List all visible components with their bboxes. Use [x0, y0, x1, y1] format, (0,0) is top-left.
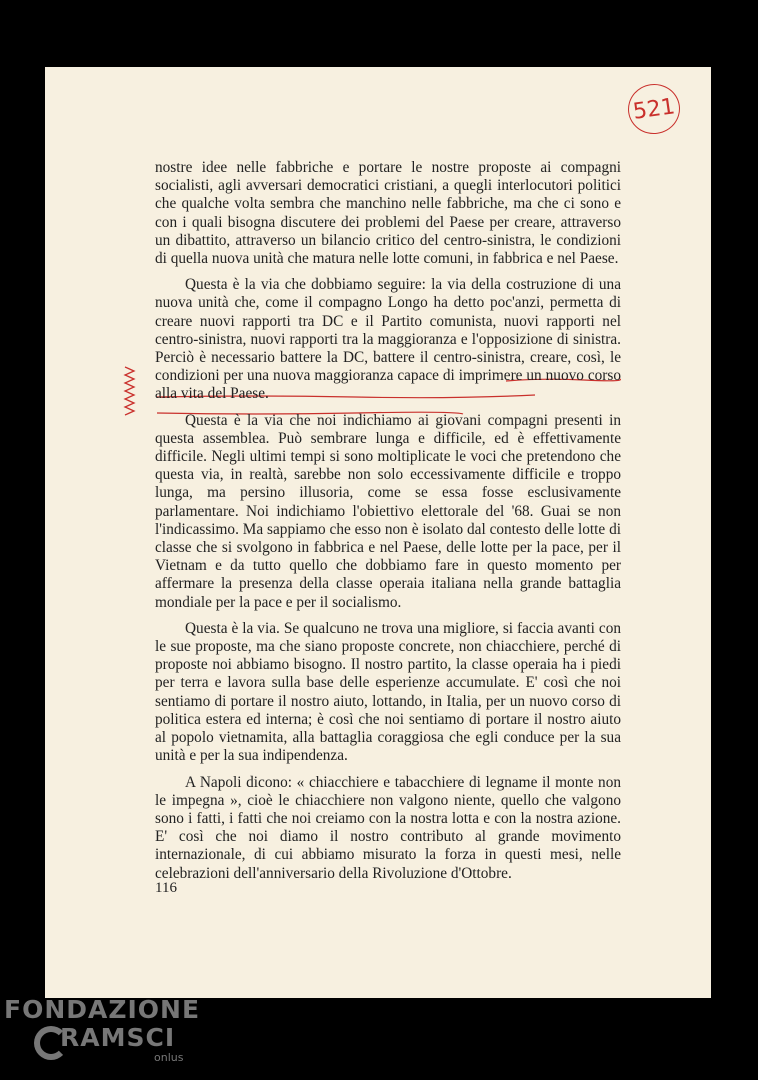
logo-g-icon	[34, 1026, 68, 1060]
margin-annotation-squiggle	[122, 365, 138, 419]
paragraph: nostre idee nelle fabbriche e portare le nostre proposte ai compagni socialisti, agli avversari democratici cristiani, a quegli interlocutori politici che qualche volta sembra che manchino nelle fabbriche, ma che ci sono e con i quali bisogna discutere dei problemi del Paese per creare, attraverso un dibattito, attraverso un bilancio critico del centro-sinistra, le condizioni di quella nuova unità che matura nelle lotte comuni, in fabbrica e nel Paese.	[155, 159, 621, 268]
fondazione-gramsci-logo	[4, 996, 200, 1064]
body-text	[155, 159, 621, 891]
scanned-page	[45, 67, 711, 998]
paragraph: A Napoli dicono: « chiacchiere e tabacchiere di legname il monte non le impegna », cioè le chiacchiere non valgono niente, quello che valgono sono i fatti, i fatti che noi creiamo con la nostra lotta e con la nostra azione. E' così che noi diamo il nostro contributo al grande movimento internazionale, di cui abbiamo misurato la forza in questi mesi, nelle celebrazioni dell'anniversario della Rivoluzione d'Ottobre.	[155, 773, 621, 882]
page-number: 116	[155, 880, 177, 896]
logo-line-1: FONDAZIONE	[4, 995, 201, 1024]
paragraph: Questa è la via che dobbiamo seguire: la via della costruzione di una nuova unità che, come il compagno Longo ha detto poc'anzi, permetta di creare nuovi rapporti tra DC e il Partito comunista, nuovi rapporti nel centro-sinistra, nuovi rapporti tra la maggioranza e l'opposizione di sinistra. Perciò è necessario battere la DC, battere il centro-sinistra, creare, così, le condizioni per una nuova maggioranza capace di imprimere un nuovo corso alla vita del Paese.	[155, 276, 621, 403]
logo-line-3: onlus	[154, 1051, 184, 1064]
paragraph: Questa è la via che noi indichiamo ai giovani compagni presenti in questa assemblea. Può sembrare lunga e difficile, ed è effettivamente difficile. Negli ultimi tempi si sono moltiplicate le voci che pretendono che questa via, in realtà, sarebbe non solo eccessivamente difficile e troppo lunga, ma persino illusoria, come se essa fosse esclusivamente parlamentare. Noi indichiamo l'obiettivo elettorale del '68. Guai se non l'indicassimo. Ma sappiamo che esso non è isolato dal contesto delle lotte di classe che si svolgono in fabbrica e nel Paese, delle lotte per la pace, per il Vietnam e da tutto quello che dobbiamo fare in questo momento per affermare la presenza della classe operaia italiana nella grande battaglia mondiale per la pace e per il socialismo.	[155, 411, 621, 611]
archive-stamp: 521	[625, 81, 683, 138]
paragraph: Questa è la via. Se qualcuno ne trova una migliore, si faccia avanti con le sue proposte, ma che siano proposte concrete, non chiacchiere, perché di proposte noi abbiamo bisogno. Il nostro partito, la classe operaia ha i piedi per terra e lavora sulla base delle esperienze accumulate. E' così che noi sentiamo di portare il nostro aiuto, lottando, in Italia, per un nuovo corso di politica estera ed interna; è così che noi sentiamo di portare il nostro aiuto al popolo vietnamita, alla battaglia coraggiosa che egli conduce per la sua unità e per la sua indipendenza.	[155, 619, 621, 765]
logo-line-2: RAMSCI	[4, 1024, 200, 1052]
